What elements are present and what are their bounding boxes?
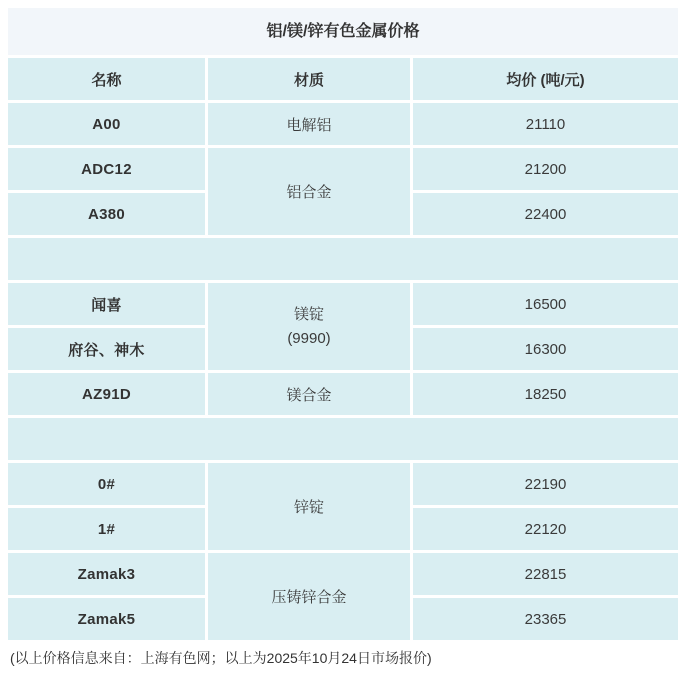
price-cell: 21200 (413, 148, 678, 193)
table-row (8, 148, 678, 193)
name-cell: Zamak3 (8, 553, 208, 598)
name-cell: A00 (8, 103, 208, 148)
price-cell: 22120 (413, 508, 678, 553)
material-line-1: 镁锭 (293, 305, 324, 323)
column-header-price: 均价 (吨/元) (413, 58, 678, 103)
table-row (8, 103, 678, 148)
material-cell-merged: 压铸锌合金 (208, 553, 413, 643)
table-row (8, 283, 678, 328)
table-row (8, 553, 678, 598)
price-cell: 18250 (413, 373, 678, 418)
material-cell: 镁合金 (208, 373, 413, 418)
spacer-row (8, 238, 678, 283)
name-cell: A380 (8, 193, 208, 238)
spacer-row (8, 418, 678, 463)
name-cell: 1# (8, 508, 208, 553)
header-row (8, 58, 678, 103)
table-row (8, 373, 678, 418)
name-cell: Zamak5 (8, 598, 208, 643)
price-cell: 22190 (413, 463, 678, 508)
material-cell-merged (208, 283, 413, 373)
price-cell: 16500 (413, 283, 678, 328)
name-cell: 府谷、神木 (8, 328, 208, 373)
name-cell: AZ91D (8, 373, 208, 418)
price-cell: 22815 (413, 553, 678, 598)
price-cell: 21110 (413, 103, 678, 148)
footer-note: (以上价格信息来自：上海有色网；以上为2025年10月24日市场报价) (10, 650, 432, 666)
spacer-cell (8, 418, 678, 463)
table-row (8, 463, 678, 508)
material-cell: 电解铝 (208, 103, 413, 148)
column-header-name: 名称 (8, 58, 208, 103)
name-cell: ADC12 (8, 148, 208, 193)
material-line-2: (9990) (287, 329, 331, 347)
name-cell: 闻喜 (8, 283, 208, 328)
spacer-cell (8, 238, 678, 283)
name-cell: 0# (8, 463, 208, 508)
price-cell: 22400 (413, 193, 678, 238)
page-title: 铝/镁/锌有色金属价格 (8, 8, 678, 55)
price-cell: 16300 (413, 328, 678, 373)
column-header-material: 材质 (208, 58, 413, 103)
price-table (8, 58, 678, 643)
price-cell: 23365 (413, 598, 678, 643)
material-cell-merged: 铝合金 (208, 148, 413, 238)
material-cell-merged: 锌锭 (208, 463, 413, 553)
